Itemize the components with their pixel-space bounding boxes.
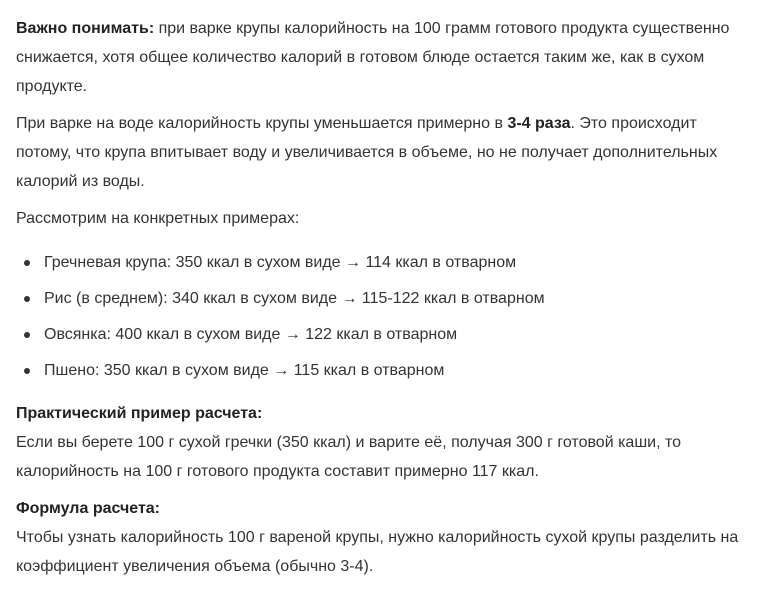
formula-section	[16, 494, 756, 581]
water-text-after: . Это происходит потому, что крупа впитывает воду и увеличивается в объеме, но не получает дополнительных калорий из воды.	[16, 115, 718, 190]
list-item: Пшено: 350 ккал в сухом виде → 115 ккал в отварном	[44, 353, 756, 389]
formula-title: Формула расчета:	[16, 500, 161, 517]
list-item: Овсянка: 400 ккал в сухом виде → 122 ккал в отварном	[44, 317, 756, 353]
examples-intro: Рассмотрим на конкретных примерах:	[16, 210, 300, 227]
water-paragraph	[16, 109, 756, 196]
intro-paragraph	[16, 14, 756, 101]
intro-text: при варке крупы калорийность на 100 грамм готового продукта существенно снижается, хотя общее количество калорий в готовом блюде остается таким же, как в сухом продукте.	[16, 20, 730, 95]
intro-bold-lead: Важно понимать:	[16, 20, 155, 37]
practical-title: Практический пример расчета:	[16, 405, 263, 422]
article-content	[16, 14, 756, 589]
practical-section	[16, 399, 756, 486]
examples-list	[16, 245, 756, 389]
formula-text: Чтобы узнать калорийность 100 г вареной крупы, нужно калорийность сухой крупы разделить на коэффициент увеличения объема (обычно 3-4).	[16, 529, 739, 575]
practical-text: Если вы берете 100 г сухой гречки (350 ккал) и варите её, получая 300 г готовой каши, то калорийность на 100 г готового продукта составит примерно 117 ккал.	[16, 434, 682, 480]
water-text-before: При варке на воде калорийность крупы уменьшается примерно в	[16, 115, 508, 132]
list-item: Гречневая крупа: 350 ккал в сухом виде → 114 ккал в отварном	[44, 245, 756, 281]
list-item: Рис (в среднем): 340 ккал в сухом виде → 115-122 ккал в отварном	[44, 281, 756, 317]
water-bold-ratio: 3-4 раза	[507, 115, 571, 132]
